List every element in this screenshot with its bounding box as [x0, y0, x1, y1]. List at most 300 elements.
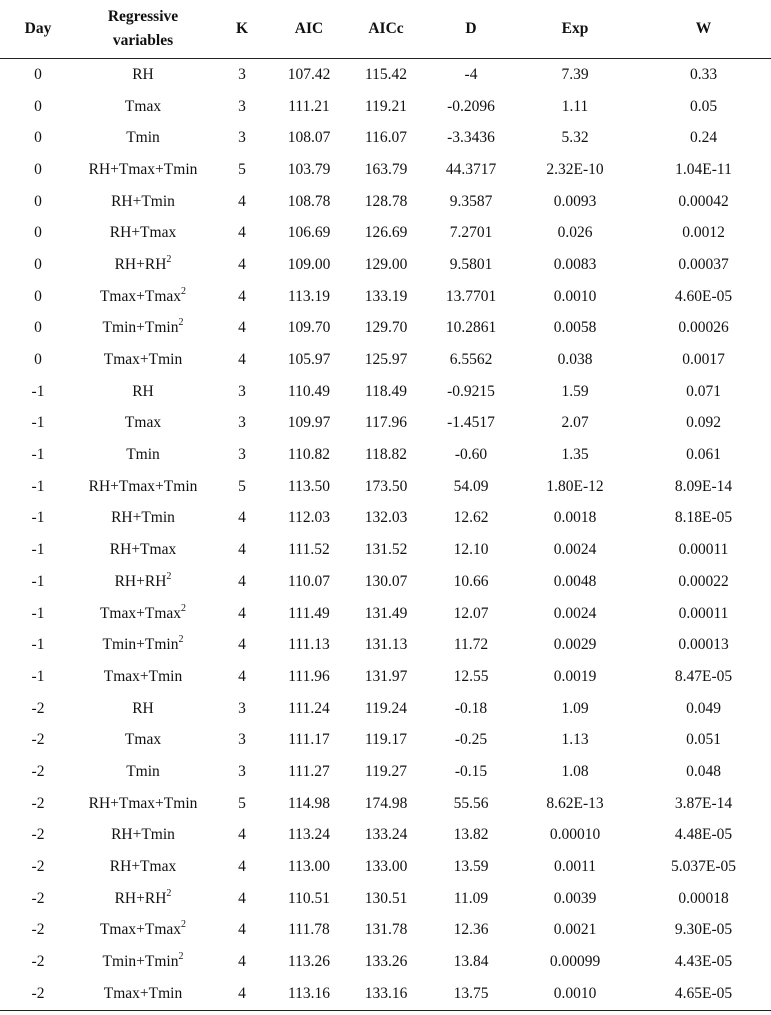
cell-k: 5 [238, 794, 246, 812]
variable-text: RH [132, 699, 154, 717]
cell-variables [76, 439, 210, 471]
cell-variables [76, 756, 210, 788]
variable-text: Tmin+Tmin [102, 953, 179, 971]
cell-k: 4 [238, 541, 246, 559]
cell-d: -4 [464, 65, 478, 83]
cell-d: 12.07 [453, 604, 489, 622]
cell-variables [76, 186, 210, 218]
cell-variables [76, 217, 210, 249]
cell-w: 0.048 [686, 762, 721, 780]
cell-aicc: 129.70 [364, 319, 408, 337]
cell-w: 0.24 [689, 129, 718, 147]
cell-w: 4.48E-05 [674, 826, 733, 844]
cell-d: 55.56 [453, 794, 489, 812]
cell-day: -2 [31, 699, 45, 717]
table-row [0, 915, 771, 947]
variable-text: RH+Tmin [111, 192, 175, 210]
cell-d: 10.2861 [445, 319, 497, 337]
cell-w: 0.0012 [682, 224, 725, 242]
cell-variables [76, 629, 210, 661]
cell-aic: 111.27 [288, 762, 330, 780]
cell-k: 3 [238, 699, 246, 717]
cell-w: 1.04E-11 [675, 160, 732, 178]
cell-variables [76, 598, 210, 630]
cell-w: 0.00022 [678, 572, 729, 590]
cell-exp: 2.32E-10 [546, 160, 604, 178]
cell-exp: 7.39 [561, 65, 589, 83]
cell-day: 0 [34, 160, 42, 178]
cell-variables [76, 820, 210, 852]
cell-day: -1 [31, 509, 45, 527]
cell-k: 4 [238, 604, 246, 622]
cell-aic: 109.70 [287, 319, 331, 337]
exponent-superscript: 2 [181, 285, 187, 297]
cell-k: 3 [238, 65, 246, 83]
cell-aicc: 133.24 [364, 826, 408, 844]
cell-exp: 0.038 [557, 351, 593, 369]
cell-w: 3.87E-14 [674, 794, 733, 812]
cell-day: -2 [0, 978, 76, 1010]
variable-text: RH+Tmax+Tmin [88, 477, 198, 495]
cell-exp: 0.0019 [553, 667, 597, 685]
exponent-superscript: 2 [178, 951, 184, 963]
cell-aicc: 131.13 [364, 636, 408, 654]
header-exp: Exp [514, 0, 636, 59]
cell-aicc: 131.78 [364, 921, 408, 939]
cell-day: 0 [34, 287, 42, 305]
cell-d: -0.9215 [447, 382, 495, 400]
header-variables: Regressive variables [76, 0, 210, 59]
cell-day: -1 [31, 541, 45, 559]
cell-k: 3 [238, 414, 246, 432]
exponent-superscript: 2 [178, 634, 184, 646]
cell-k: 3 [238, 731, 246, 749]
cell-d: 13.75 [428, 978, 514, 1010]
variable-text: Tmax [124, 414, 162, 432]
cell-exp: 2.07 [561, 414, 589, 432]
table-row [0, 281, 771, 313]
table-row [0, 693, 771, 725]
cell-exp: 0.00010 [549, 826, 601, 844]
cell-aicc: 133.00 [364, 858, 408, 876]
cell-d: 6.5562 [449, 351, 493, 369]
header-day: Day [0, 0, 76, 59]
variable-text: Tmin [126, 762, 160, 780]
cell-variables [76, 503, 210, 535]
cell-aic: 111.78 [288, 921, 330, 939]
header-w: W [636, 0, 771, 59]
cell-aic: 113.16 [274, 978, 344, 1010]
table-row [0, 249, 771, 281]
cell-k: 4 [238, 921, 246, 939]
table-row [0, 946, 771, 978]
cell-w: 9.30E-05 [674, 921, 733, 939]
cell-aicc: 119.21 [364, 97, 408, 115]
cell-exp: 0.0024 [553, 541, 597, 559]
cell-aic: 106.69 [287, 224, 331, 242]
table-row [0, 788, 771, 820]
cell-day: -1 [31, 382, 45, 400]
cell-aicc: 131.97 [364, 667, 408, 685]
variable-text: RH+RH [114, 255, 167, 273]
cell-variables [76, 471, 210, 503]
cell-w: 8.09E-14 [674, 477, 733, 495]
cell-day: 0 [34, 129, 42, 147]
cell-exp: 0.0083 [553, 255, 597, 273]
exponent-superscript: 2 [178, 317, 184, 329]
cell-d: 13.82 [453, 826, 489, 844]
variable-text: RH+Tmax [109, 858, 177, 876]
variable-text: RH+RH [114, 572, 167, 590]
cell-aic: 110.51 [287, 889, 331, 907]
cell-aic: 107.42 [287, 65, 331, 83]
cell-exp: 1.09 [561, 699, 589, 717]
cell-exp: 0.0010 [553, 287, 597, 305]
cell-d: 9.5801 [449, 255, 493, 273]
cell-d: 10.66 [453, 572, 489, 590]
cell-exp: 1.08 [561, 762, 589, 780]
cell-aicc: 128.78 [364, 192, 408, 210]
cell-aicc: 163.79 [364, 160, 408, 178]
table-row [0, 978, 771, 1010]
variable-text: Tmax+Tmin [103, 984, 183, 1002]
table-row [0, 91, 771, 123]
cell-aicc: 125.97 [364, 351, 408, 369]
header-d: D [428, 0, 514, 59]
table-row [0, 661, 771, 693]
variable-text: Tmax+Tmin [103, 351, 183, 369]
cell-exp: 0.00099 [549, 953, 601, 971]
cell-exp: 1.80E-12 [546, 477, 604, 495]
cell-w: 4.65E-05 [636, 978, 771, 1010]
cell-w: 0.0017 [682, 351, 725, 369]
cell-aicc: 129.00 [364, 255, 408, 273]
cell-d: 44.3717 [445, 160, 497, 178]
cell-aicc: 118.82 [364, 446, 408, 464]
cell-exp: 0.0048 [553, 572, 597, 590]
cell-d: 12.36 [453, 921, 489, 939]
cell-d: 11.09 [453, 889, 489, 907]
cell-variables [76, 281, 210, 313]
cell-aic: 111.24 [288, 699, 330, 717]
cell-aicc: 119.27 [364, 762, 408, 780]
cell-d: -0.15 [454, 762, 488, 780]
cell-aicc: 131.49 [364, 604, 408, 622]
cell-k: 4 [238, 224, 246, 242]
cell-d: 12.62 [453, 509, 489, 527]
cell-k: 5 [238, 477, 246, 495]
cell-w: 0.00013 [678, 636, 729, 654]
variable-text: Tmax+Tmin [103, 667, 183, 685]
cell-day: -1 [31, 604, 45, 622]
cell-variables [76, 566, 210, 598]
cell-w: 0.00037 [678, 255, 729, 273]
cell-day: -2 [31, 826, 45, 844]
cell-k: 4 [238, 351, 246, 369]
cell-aicc: 116.07 [364, 129, 408, 147]
cell-d: -1.4517 [447, 414, 495, 432]
cell-d: 9.3587 [449, 192, 493, 210]
cell-day: -2 [31, 921, 45, 939]
table-row [0, 122, 771, 154]
cell-k: 4 [238, 667, 246, 685]
variable-text: RH+Tmin [111, 826, 175, 844]
variable-text: RH+Tmax [109, 224, 177, 242]
table-header [0, 0, 771, 59]
cell-aic: 111.96 [288, 667, 330, 685]
cell-day: -1 [31, 636, 45, 654]
header-aic: AIC [274, 0, 344, 59]
table-row [0, 154, 771, 186]
variable-text: Tmax [124, 731, 162, 749]
cell-aic: 110.82 [287, 446, 331, 464]
cell-k: 4 [238, 255, 246, 273]
cell-d: -0.18 [454, 699, 488, 717]
variable-text: Tmin+Tmin [102, 636, 179, 654]
cell-exp: 0.0021 [553, 921, 597, 939]
cell-variables [76, 661, 210, 693]
cell-w: 0.049 [686, 699, 721, 717]
cell-exp: 0.0093 [553, 192, 597, 210]
header-row [0, 0, 771, 59]
cell-day: -2 [31, 731, 45, 749]
cell-variables [76, 122, 210, 154]
cell-variables [76, 91, 210, 123]
cell-w: 8.47E-05 [674, 667, 733, 685]
cell-k: 4 [238, 287, 246, 305]
table-row [0, 186, 771, 218]
cell-aicc: 130.07 [364, 572, 408, 590]
cell-aicc: 133.26 [364, 953, 408, 971]
cell-day: 0 [34, 224, 42, 242]
cell-aic: 111.21 [288, 97, 330, 115]
cell-day: 0 [34, 351, 42, 369]
cell-aicc: 118.49 [364, 382, 408, 400]
variable-text: Tmin [126, 446, 160, 464]
cell-day: 0 [34, 65, 42, 83]
variable-text: Tmin [126, 129, 160, 147]
cell-exp: 0.0058 [553, 319, 597, 337]
cell-variables [76, 344, 210, 376]
variable-text: Tmax+Tmax [99, 921, 182, 939]
cell-d: -3.3436 [447, 129, 495, 147]
cell-k: 4 [238, 572, 246, 590]
cell-d: -0.60 [454, 446, 488, 464]
cell-day: -1 [31, 446, 45, 464]
cell-aic: 111.17 [288, 731, 330, 749]
cell-exp: 8.62E-13 [546, 794, 604, 812]
cell-d: 12.55 [453, 667, 489, 685]
cell-w: 0.05 [689, 97, 718, 115]
cell-aicc: 173.50 [364, 477, 408, 495]
cell-exp: 0.0010 [514, 978, 636, 1010]
cell-w: 0.071 [686, 382, 721, 400]
variable-text: RH+Tmin [111, 509, 175, 527]
cell-variables [76, 249, 210, 281]
cell-day: -1 [31, 667, 45, 685]
table-row [0, 471, 771, 503]
cell-k: 4 [238, 953, 246, 971]
cell-variables [76, 978, 210, 1010]
variable-text: RH+Tmax+Tmin [88, 160, 198, 178]
cell-k: 4 [238, 192, 246, 210]
exponent-superscript: 2 [166, 887, 172, 899]
cell-aicc: 119.17 [364, 731, 408, 749]
cell-d: -0.2096 [447, 97, 495, 115]
cell-w: 0.00026 [678, 319, 729, 337]
table-row [0, 756, 771, 788]
cell-aicc: 133.16 [344, 978, 428, 1010]
cell-k: 4 [238, 826, 246, 844]
table-row [0, 724, 771, 756]
cell-d: 7.2701 [449, 224, 493, 242]
cell-k: 4 [238, 636, 246, 654]
cell-variables [76, 915, 210, 947]
cell-variables [76, 154, 210, 186]
cell-day: -1 [31, 477, 45, 495]
cell-exp: 1.11 [561, 97, 589, 115]
cell-k: 4 [238, 509, 246, 527]
cell-day: -1 [31, 414, 45, 432]
cell-variables [76, 946, 210, 978]
cell-aic: 111.49 [288, 604, 330, 622]
cell-k: 3 [238, 446, 246, 464]
cell-day: -2 [31, 889, 45, 907]
cell-aicc: 132.03 [364, 509, 408, 527]
cell-exp: 1.35 [561, 446, 589, 464]
cell-aic: 110.07 [287, 572, 331, 590]
cell-d: 13.84 [453, 953, 489, 971]
cell-k: 3 [238, 382, 246, 400]
table-row [0, 598, 771, 630]
variable-text: RH [132, 382, 154, 400]
cell-day: -1 [31, 572, 45, 590]
cell-aic: 111.13 [288, 636, 330, 654]
cell-day: 0 [34, 97, 42, 115]
variable-text: RH+RH [114, 889, 167, 907]
cell-aic: 113.26 [287, 953, 331, 971]
table-body [0, 59, 771, 1011]
cell-variables [76, 851, 210, 883]
cell-day: -2 [31, 953, 45, 971]
cell-aicc: 130.51 [364, 889, 408, 907]
cell-day: -2 [31, 762, 45, 780]
cell-aic: 112.03 [287, 509, 331, 527]
exponent-superscript: 2 [166, 570, 172, 582]
cell-variables [76, 376, 210, 408]
table-row [0, 313, 771, 345]
cell-d: -0.25 [454, 731, 488, 749]
variable-text: RH+Tmax [109, 541, 177, 559]
table-row [0, 217, 771, 249]
cell-w: 8.18E-05 [674, 509, 733, 527]
cell-exp: 0.0039 [553, 889, 597, 907]
variable-text: Tmax+Tmax [99, 287, 182, 305]
cell-k: 5 [238, 160, 246, 178]
cell-aic: 113.50 [287, 477, 331, 495]
variable-text: RH [132, 65, 154, 83]
cell-variables [76, 693, 210, 725]
cell-day: 0 [34, 192, 42, 210]
cell-aic: 113.24 [287, 826, 331, 844]
cell-exp: 0.0011 [553, 858, 597, 876]
table-row [0, 534, 771, 566]
cell-w: 0.00042 [678, 192, 729, 210]
cell-day: 0 [34, 319, 42, 337]
cell-aic: 109.00 [287, 255, 331, 273]
cell-w: 0.00011 [678, 541, 729, 559]
cell-variables [76, 534, 210, 566]
cell-day: 0 [34, 255, 42, 273]
cell-k: 4 [238, 319, 246, 337]
exponent-superscript: 2 [166, 253, 172, 265]
cell-day: -2 [31, 858, 45, 876]
cell-w: 4.43E-05 [674, 953, 733, 971]
cell-w: 5.037E-05 [670, 858, 736, 876]
exponent-superscript: 2 [181, 602, 187, 614]
cell-variables [76, 408, 210, 440]
cell-w: 0.00011 [678, 604, 729, 622]
cell-variables [76, 59, 210, 91]
cell-variables [76, 724, 210, 756]
cell-k: 3 [238, 762, 246, 780]
table-row [0, 820, 771, 852]
cell-variables [76, 313, 210, 345]
cell-k: 3 [238, 97, 246, 115]
table-row [0, 59, 771, 91]
cell-w: 4.60E-05 [674, 287, 733, 305]
cell-aic: 103.79 [287, 160, 331, 178]
cell-d: 13.7701 [445, 287, 497, 305]
cell-variables [76, 788, 210, 820]
cell-k: 4 [238, 858, 246, 876]
cell-aic: 110.49 [287, 382, 331, 400]
cell-d: 11.72 [453, 636, 489, 654]
table-row [0, 376, 771, 408]
cell-variables [76, 883, 210, 915]
cell-aic: 109.97 [287, 414, 331, 432]
cell-aic: 108.07 [287, 129, 331, 147]
table-row [0, 408, 771, 440]
cell-exp: 1.13 [561, 731, 589, 749]
cell-aic: 108.78 [287, 192, 331, 210]
cell-exp: 0.026 [557, 224, 593, 242]
cell-d: 54.09 [453, 477, 489, 495]
cell-aicc: 117.96 [364, 414, 408, 432]
cell-k: 4 [238, 889, 246, 907]
cell-aicc: 115.42 [364, 65, 408, 83]
variable-text: Tmax+Tmax [99, 604, 182, 622]
variable-text: RH+Tmax+Tmin [88, 794, 198, 812]
table-row [0, 344, 771, 376]
table-row [0, 503, 771, 535]
cell-w: 0.051 [686, 731, 721, 749]
cell-aicc: 126.69 [364, 224, 408, 242]
cell-aicc: 131.52 [364, 541, 408, 559]
table-row [0, 566, 771, 598]
cell-k: 4 [210, 978, 274, 1010]
variable-text: Tmin+Tmin [102, 319, 179, 337]
cell-aic: 111.52 [288, 541, 330, 559]
header-k: K [210, 0, 274, 59]
table-row [0, 629, 771, 661]
cell-aic: 114.98 [287, 794, 331, 812]
cell-exp: 0.0018 [553, 509, 597, 527]
cell-aicc: 119.24 [364, 699, 408, 717]
cell-exp: 0.0024 [553, 604, 597, 622]
cell-exp: 5.32 [561, 129, 589, 147]
cell-aic: 113.00 [287, 858, 331, 876]
